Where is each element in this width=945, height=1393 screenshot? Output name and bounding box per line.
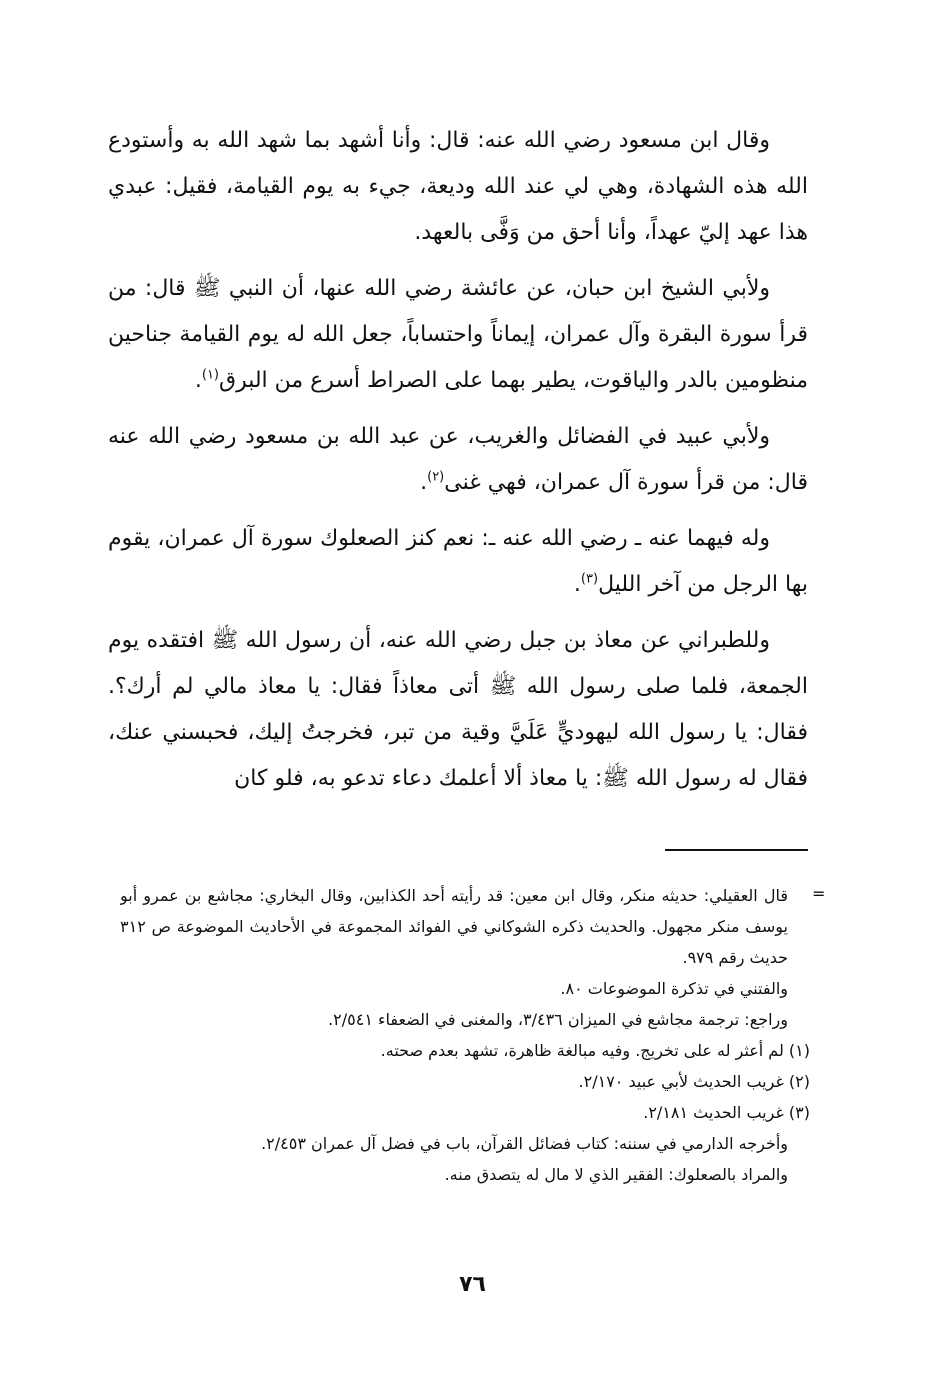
- footnote-line: والمراد بالصعلوك: الفقير الذي لا مال له يتصدق منه.: [444, 1165, 788, 1184]
- footnote-3: (٣) غريب الحديث ٢/١٨١.: [643, 1103, 810, 1122]
- paragraph-1: [108, 118, 808, 256]
- footnote-divider: [665, 849, 808, 851]
- paragraph-end: .: [420, 470, 428, 495]
- paragraph-5: [108, 618, 808, 802]
- paragraph-text: ولأبي الشيخ ابن حبان، عن عائشة رضي الله عنها، أن النبي ﷺ قال: من قرأ سورة البقرة وآل عمران، إيماناً واحتساباً، جعل الله له يوم القيامة جناحين منظومين بالدر والياقوت، يطير بهما على الصراط أسرع من البرق: [108, 276, 808, 393]
- page-number: ٧٦: [459, 1272, 486, 1297]
- paragraph-end: .: [573, 572, 581, 597]
- footnote-line: وأخرجه الدارمي في سننه: كتاب فضائل القرآن، باب في فضل آل عمران ٢/٤٥٣.: [261, 1134, 788, 1153]
- footnote-reference[interactable]: (٣): [580, 571, 599, 587]
- footnote-line: وراجع: ترجمة مجاشع في الميزان ٣/٤٣٦، والمغنى في الضعفاء ٢/٥٤١.: [328, 1010, 788, 1029]
- paragraph-4: [108, 516, 808, 608]
- paragraph-text: وقال ابن مسعود رضي الله عنه: قال: وأنا أشهد بما شهد الله به وأستودع الله هذه الشهادة، وهي لي عند الله وديعة، جيء به يوم القيامة، فقيل: عبدي هذا عهد إليّ عهداً، وأنا أحق من وَفَّى بالعهد.: [108, 128, 808, 245]
- footnotes: [120, 880, 810, 1190]
- footnote-line: قال العقيلي: حديثه منكر، وقال ابن معين: قد رأيته أحد الكذابين، وقال البخاري: مجاشع بن عمرو أبو يوسف منكر مجهول. والحديث ذكره الشوكاني في الفوائد المجموعة في الأحاديث الموضوعة ص ٣١٢ حديث رقم ٩٧٩.: [120, 886, 788, 967]
- footnote-2: (٢) غريب الحديث لأبي عبيد ٢/١٧٠.: [578, 1072, 810, 1091]
- paragraph-text: وله فيهما عنه ـ رضي الله عنه ـ: نعم كنز الصعلوك سورة آل عمران، يقوم بها الرجل من آخر الليل: [108, 526, 808, 597]
- main-text: [108, 118, 808, 812]
- paragraph-text: ولأبي عبيد في الفضائل والغريب، عن عبد الله بن مسعود رضي الله عنه قال: من قرأ سورة آل عمران، فهي غنى: [108, 424, 808, 495]
- footnote-line: والفتني في تذكرة الموضوعات ٨٠.: [560, 979, 788, 998]
- footnote-1: (١) لم أعثر له على تخريج. وفيه مبالغة ظاهرة، تشهد بعدم صحته.: [380, 1041, 810, 1060]
- paragraph-end: .: [194, 368, 202, 393]
- footnote-continuation-mark: =: [812, 884, 826, 903]
- footnote-reference[interactable]: (١): [201, 367, 219, 383]
- paragraph-2: [108, 266, 808, 404]
- paragraph-3: [108, 414, 808, 506]
- paragraph-text: وللطبراني عن معاذ بن جبل رضي الله عنه، أن رسول الله ﷺ افتقده يوم الجمعة، فلما صلى رسول الله ﷺ أتى معاذاً فقال: يا معاذ مالي لم أرك؟. فقال: يا رسول الله ليهوديٍّ عَلَيَّ وقية من تبر، فخرجتُ إليك، فحبسني عنك، فقال له رسول الله ﷺ: يا معاذ ألا أعلمك دعاء تدعو به، فلو كان: [108, 628, 808, 791]
- footnote-reference[interactable]: (٢): [427, 469, 445, 485]
